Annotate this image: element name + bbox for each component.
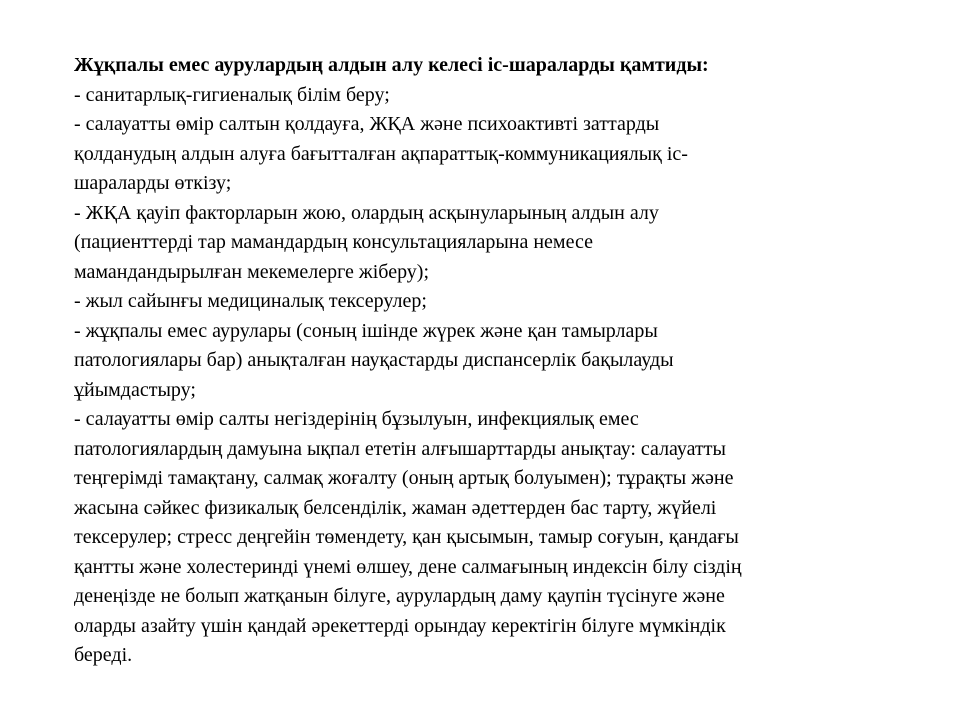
- text-line: патологиялардың дамуына ықпал ететін алғышарттарды анықтау: салауатты: [74, 437, 726, 460]
- text-line: береді.: [74, 644, 133, 666]
- text-line: - салауатты өмір салты негіздерінің бұзылуын, инфекциялық емес: [74, 408, 639, 430]
- text-line: денеңізде не болып жатқанын білуге, аурулардың даму қаупін түсінуге және: [74, 585, 725, 607]
- text-line: мамандандырылған мекемелерге жіберу);: [74, 260, 430, 283]
- text-line: - салауатты өмір салтын қолдауға, ЖҚА және психоактивті заттарды: [74, 113, 660, 135]
- text-line: (пациенттерді тар мамандардың консультацияларына немесе: [74, 231, 593, 253]
- text-line: - ЖҚА қауіп факторларын жою, олардың асқынуларының алдын алу: [74, 201, 659, 224]
- text-line: шараларды өткізу;: [74, 172, 232, 194]
- text-line: патологиялары бар) анықталған науқастарды диспансерлік бақылауды: [74, 349, 674, 371]
- text-block: [74, 51, 894, 671]
- heading: Жұқпалы емес аурулардың алдын алу келесі іс-шараларды қамтиды:: [74, 54, 709, 76]
- text-line: тексерулер; стресс деңгейін төмендету, қан қысымын, тамыр соғуын, қандағы: [74, 526, 739, 548]
- text-line: теңгерімді тамақтану, салмақ жоғалту (оның артық болуымен); тұрақты және: [74, 467, 734, 489]
- text-line: қолданудың алдын алуға бағытталған ақпараттық-коммуникациялық іс-: [74, 142, 688, 165]
- text-line: оларды азайту үшін қандай әрекеттерді орындау керектігін білуге мүмкіндік: [74, 614, 726, 637]
- text-line: қантты және холестеринді үнемі өлшеу, дене салмағының индексін білу сіздің: [74, 555, 742, 578]
- text-line: - жұқпалы емес аурулары (соның ішінде жүрек және қан тамырлары: [74, 319, 658, 342]
- text-line: жасына сәйкес физикалық белсенділік, жаман әдеттерден бас тарту, жүйелі: [74, 496, 717, 519]
- text-line: ұйымдастыру;: [74, 378, 196, 401]
- text-line: - санитарлық-гигиеналық білім беру;: [74, 83, 390, 106]
- text-line: - жыл сайынғы медициналық тексерулер;: [74, 290, 427, 312]
